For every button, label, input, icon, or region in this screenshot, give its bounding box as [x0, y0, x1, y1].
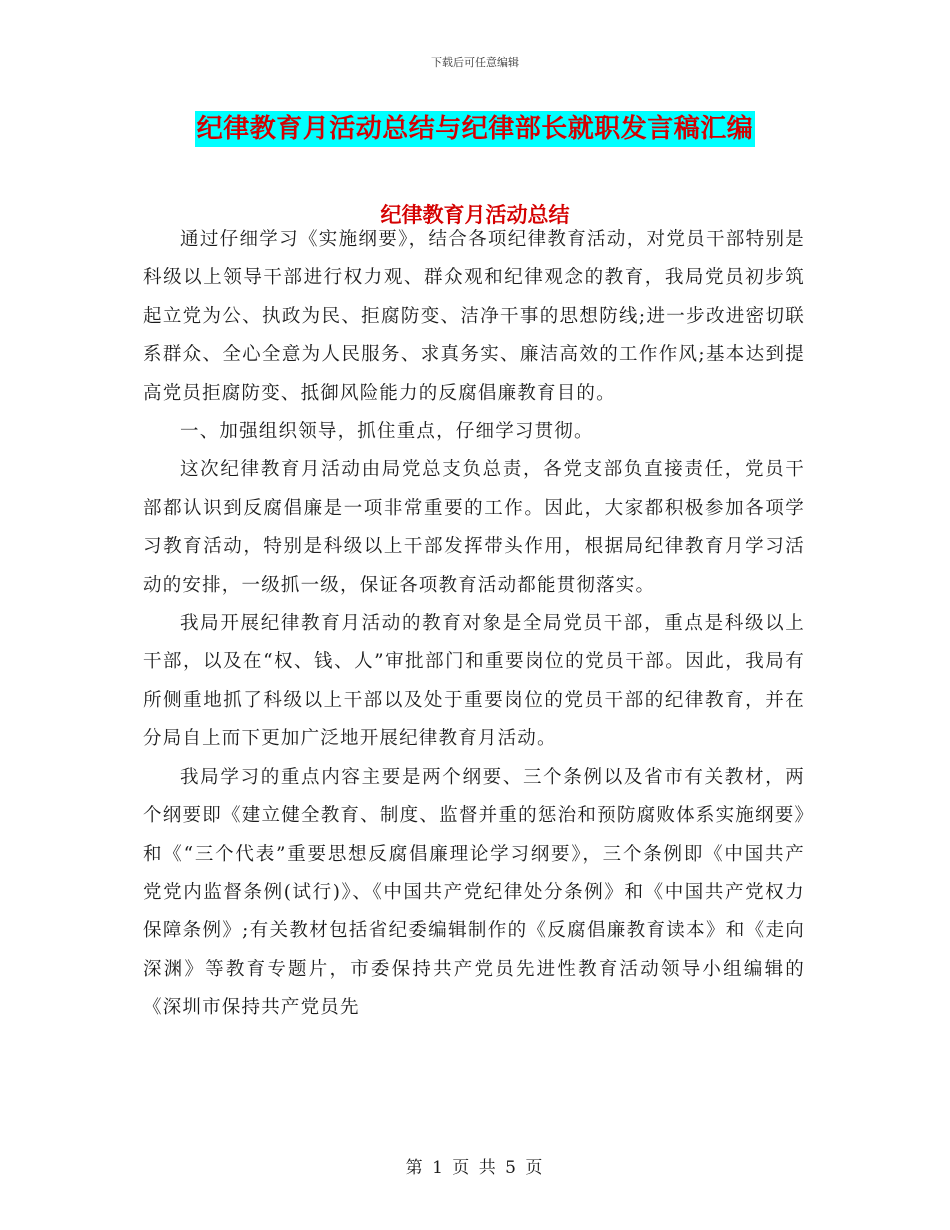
paragraph: 这次纪律教育月活动由局党总支负总责，各党支部负直接责任，党员干部都认识到反腐倡廉是一项非常重要的工作。因此，大家都积极参加各项学习教育活动，特别是科级以上干部发挥带头作用，根据局纪律教育月学习活动的安排，一级抓一级，保证各项教育活动都能贯彻落实。 [143, 459, 805, 596]
paragraph-heading: 一、加强组织领导，抓住重点，仔细学习贯彻。 [180, 421, 594, 443]
section-title: 纪律教育月活动总结 [380, 203, 570, 227]
header-note: 下载后可任意编辑 [431, 56, 519, 69]
document-title-container [0, 111, 950, 147]
page-footer: 第 1 页 共 5 页 [405, 1158, 545, 1178]
document-title: 纪律教育月活动总结与纪律部长就职发言稿汇编 [195, 111, 756, 147]
paragraph: 我局学习的重点内容主要是两个纲要、三个条例以及省市有关教材，两个纲要即《建立健全教育、制度、监督并重的惩治和预防腐败体系实施纲要》和《“三个代表”重要思想反腐倡廉理论学习纲要》，三个条例即《中国共产党党内监督条例(试行)》、《中国共产党纪律处分条例》和《中国共产党权力保障条例》;有关教材包括省纪委编辑制作的《反腐倡廉教育读本》和《走向深渊》等教育专题片，市委保持共产党员先进性教育活动领导小组编辑的《深圳市保持共产党员先 [143, 766, 805, 1019]
paragraph: 通过仔细学习《实施纲要》，结合各项纪律教育活动，对党员干部特别是科级以上领导干部进行权力观、群众观和纪律观念的教育，我局党员初步筑起立党为公、执政为民、拒腐防变、洁净干事的思想防线;进一步改进密切联系群众、全心全意为人民服务、求真务实、廉洁高效的工作作风;基本达到提高党员拒腐防变、抵御风险能力的反腐倡廉教育目的。 [143, 229, 805, 404]
paragraph: 我局开展纪律教育月活动的教育对象是全局党员干部，重点是科级以上干部，以及在“权、钱、人”审批部门和重要岗位的党员干部。因此，我局有所侧重地抓了科级以上干部以及处于重要岗位的党员干部的纪律教育，并在分局自上而下更加广泛地开展纪律教育月活动。 [143, 613, 805, 750]
document-paragraphs [143, 221, 805, 1028]
